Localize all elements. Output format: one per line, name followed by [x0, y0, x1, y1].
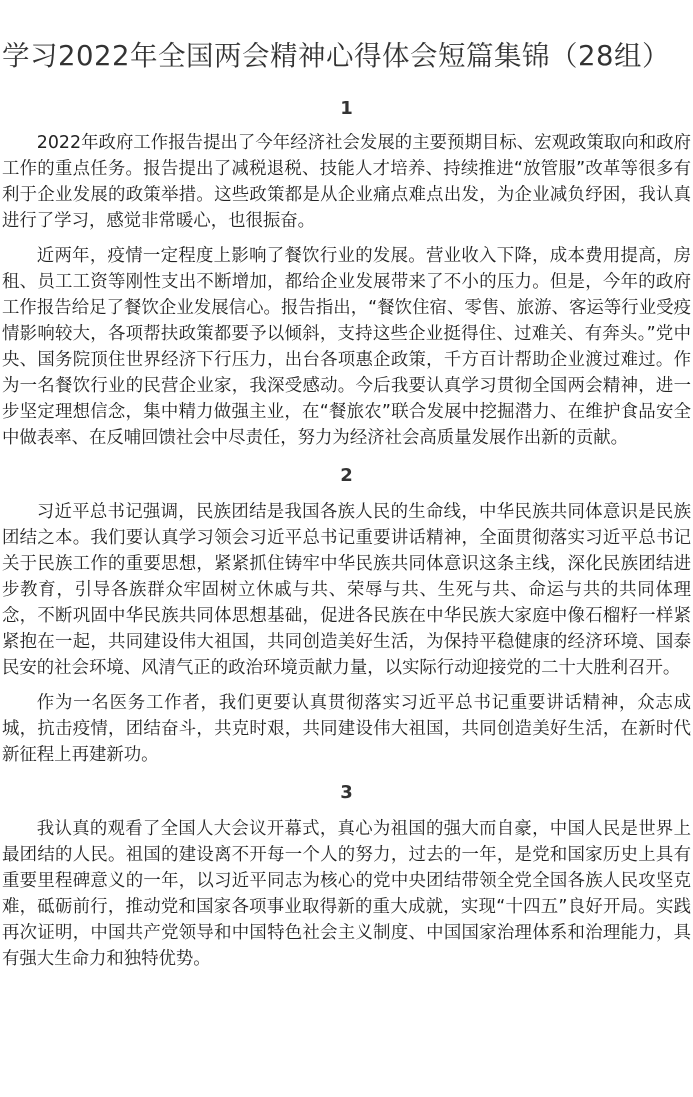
paragraph: 2022年政府工作报告提出了今年经济社会发展的主要预期目标、宏观政策取向和政府工作的重点任务。报告提出了减税退税、技能人才培养、持续推进“放管服”改革等很多有利于企业发展的政策举措。这些政策都是从企业痛点难点出发，为企业减负纾困，我认真进行了学习，感觉非常暖心，也很振奋。 — [2, 133, 691, 231]
document-title: 学习2022年全国两会精神心得体会短篇集锦（28组） — [2, 40, 670, 72]
paragraph: 近两年，疫情一定程度上影响了餐饮行业的发展。营业收入下降，成本费用提高，房租、员工工资等刚性支出不断增加，都给企业发展带来了不小的压力。但是，今年的政府工作报告给足了餐饮企业发展信心。报告指出，“餐饮住宿、零售、旅游、客运等行业受疫情影响较大，各项帮扶政策都要予以倾斜，支持这些企业挺得住、过难关、有奔头。”党中央、国务院顶住世界经济下行压力，出台各项惠企政策，千方百计帮助企业渡过难过。作为一名餐饮行业的民营企业家，我深受感动。今后我要认真学习贯彻全国两会精神，进一步坚定理想信念，集中精力做强主业，在“餐旅农”联合发展中挖掘潜力、在维护食品安全中做表率、在反哺回馈社会中尽责任，努力为经济社会高质量发展作出新的贡献。 — [2, 246, 691, 448]
section-number: 1 — [340, 98, 353, 119]
paragraph: 习近平总书记强调，民族团结是我国各族人民的生命线，中华民族共同体意识是民族团结之本。我们要认真学习领会习近平总书记重要讲话精神，全面贯彻落实习近平总书记关于民族工作的重要思想，紧紧抓住铸牢中华民族共同体意识这条主线，深化民族团结进步教育，引导各族群众牢固树立休戚与共、荣辱与共、生死与共、命运与共的共同体理念，不断巩固中华民族共同体思想基础，促进各民族在中华民族大家庭中像石榴籽一样紧紧抱在一起，共同建设伟大祖国，共同创造美好生活，为保持平稳健康的经济环境、国泰民安的社会环境、风清气正的政治环境贡献力量，以实际行动迎接党的二十大胜利召开。 — [2, 502, 691, 678]
section-2 — [0, 463, 693, 768]
section-number: 2 — [340, 465, 353, 486]
section-number: 3 — [340, 782, 353, 803]
paragraph: 作为一名医务工作者，我们更要认真贯彻落实习近平总书记重要讲话精神，众志成城，抗击疫情，团结奋斗，共克时艰，共同建设伟大祖国，共同创造美好生活，在新时代新征程上再建新功。 — [2, 693, 691, 765]
section-3 — [0, 780, 693, 972]
section-1 — [0, 96, 693, 451]
paragraph: 我认真的观看了全国人大会议开幕式，真心为祖国的强大而自豪，中国人民是世界上最团结的人民。祖国的建设离不开每一个人的努力，过去的一年，是党和国家历史上具有重要里程碑意义的一年，以习近平同志为核心的党中央团结带领全党全国各族人民攻坚克难，砥砺前行，推动党和国家各项事业取得新的重大成就，实现“十四五”良好开局。实践再次证明，中国共产党领导和中国特色社会主义制度、中国国家治理体系和治理能力，具有强大生命力和独特优势。 — [2, 819, 691, 969]
